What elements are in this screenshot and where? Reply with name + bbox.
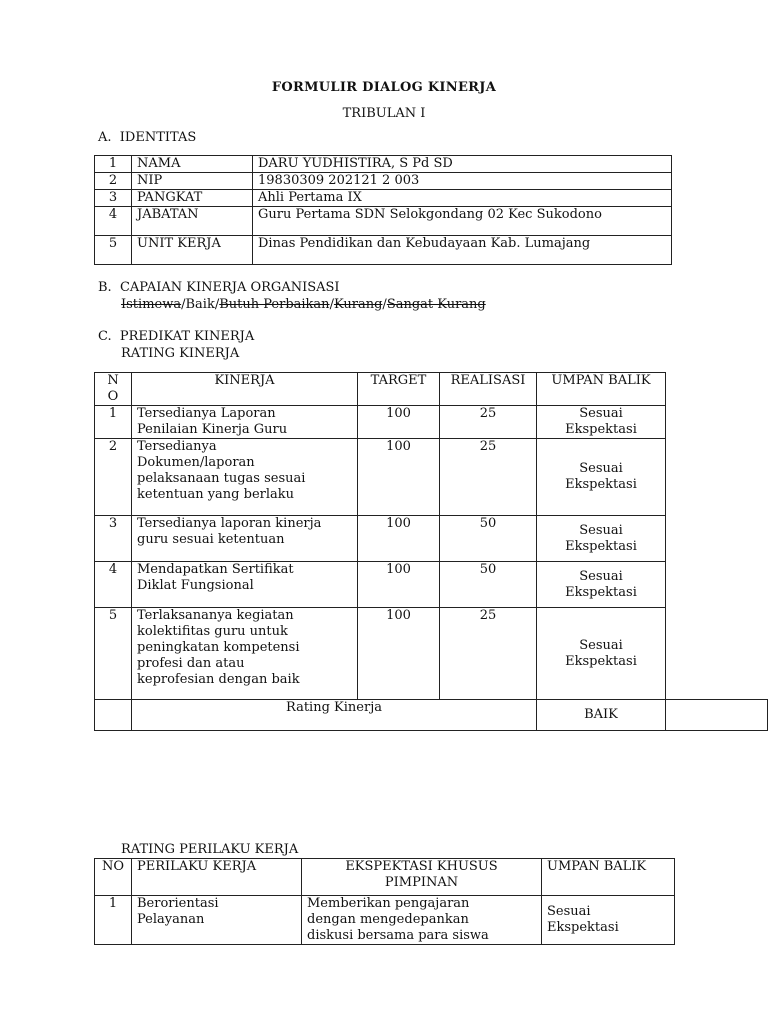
- rating-kinerja-label: Rating Kinerja: [132, 700, 537, 731]
- field-value: Ahli Pertama IX: [253, 190, 672, 207]
- perilaku-text: Berorientasi Pelayanan: [132, 896, 302, 945]
- header-ekspektasi: EKSPEKTASI KHUSUS PIMPINAN: [302, 859, 542, 896]
- field-label: NIP: [132, 173, 253, 190]
- table-row: [95, 896, 675, 945]
- umpan-balik-value: Sesuai Ekspektasi: [537, 406, 666, 439]
- table-row: [95, 406, 768, 439]
- row-number: 3: [95, 516, 132, 562]
- target-value: 100: [358, 608, 440, 700]
- field-label: PANGKAT: [132, 190, 253, 207]
- header-no: N O: [95, 373, 132, 406]
- table-row: [95, 190, 672, 207]
- table-row: [95, 236, 672, 265]
- field-value: Guru Pertama SDN Selokgondang 02 Kec Sukodono: [253, 207, 672, 236]
- umpan-balik-value: Sesuai Ekspektasi: [537, 516, 666, 562]
- realisasi-value: 25: [440, 406, 537, 439]
- header-umpan-balik: UMPAN BALIK: [542, 859, 675, 896]
- field-label: JABATAN: [132, 207, 253, 236]
- target-value: 100: [358, 439, 440, 516]
- outside-cell: [666, 439, 768, 516]
- option-baik: Baik: [185, 297, 215, 312]
- empty-cell: [666, 700, 768, 731]
- row-number: 2: [95, 439, 132, 516]
- field-label: UNIT KERJA: [132, 236, 253, 265]
- umpan-balik-value: Sesuai Ekspektasi: [537, 562, 666, 608]
- option-kurang: Kurang: [333, 297, 383, 312]
- rating-kinerja-value: BAIK: [537, 700, 666, 731]
- row-number: 1: [95, 406, 132, 439]
- umpan-balik-value: Sesuai Ekspektasi: [537, 439, 666, 516]
- header-perilaku-kerja: PERILAKU KERJA: [132, 859, 302, 896]
- section-c-heading: C. PREDIKAT KINERJA: [98, 329, 255, 344]
- table-row: [95, 562, 768, 608]
- option-separator: /: [382, 297, 387, 312]
- row-number: 3: [95, 190, 132, 207]
- rating-perilaku-table: [94, 858, 675, 945]
- realisasi-value: 50: [440, 562, 537, 608]
- field-value: 19830309 202121 2 003: [253, 173, 672, 190]
- section-b-heading: B. CAPAIAN KINERJA ORGANISASI: [98, 280, 340, 295]
- rating-perilaku-heading: RATING PERILAKU KERJA: [121, 842, 299, 857]
- capaian-options: [121, 297, 486, 312]
- field-value: Dinas Pendidikan dan Kebudayaan Kab. Lumajang: [253, 236, 672, 265]
- row-number: 5: [95, 236, 132, 265]
- header-target: TARGET: [358, 373, 440, 406]
- outside-cell: [666, 373, 768, 406]
- ekspektasi-text: Memberikan pengajaran dengan mengedepankan diskusi bersama para siswa: [302, 896, 542, 945]
- option-separator: /: [181, 297, 186, 312]
- option-istimewa: Istimewa: [121, 297, 182, 312]
- kinerja-text: Tersedianya laporan kinerja guru sesuai ketentuan: [132, 516, 358, 562]
- option-separator: /: [329, 297, 334, 312]
- header-realisasi: REALISASI: [440, 373, 537, 406]
- table-row: [95, 608, 768, 700]
- outside-cell: [666, 406, 768, 439]
- document-subtitle: TRIBULAN I: [342, 106, 426, 121]
- row-number: 2: [95, 173, 132, 190]
- outside-cell: [666, 562, 768, 608]
- realisasi-value: 25: [440, 608, 537, 700]
- row-number: 4: [95, 207, 132, 236]
- field-value: DARU YUDHISTIRA, S Pd SD: [253, 156, 672, 173]
- umpan-balik-value: Sesuai Ekspektasi: [542, 896, 675, 945]
- rating-kinerja-table: [94, 372, 768, 731]
- target-value: 100: [358, 406, 440, 439]
- option-sangat-kurang: Sangat Kurang: [386, 297, 486, 312]
- rating-kinerja-heading: RATING KINERJA: [121, 346, 240, 361]
- table-header-row: [95, 859, 675, 896]
- table-row: [95, 173, 672, 190]
- header-umpan-balik: UMPAN BALIK: [537, 373, 666, 406]
- row-number: 5: [95, 608, 132, 700]
- row-number: 1: [95, 156, 132, 173]
- header-no: NO: [95, 859, 132, 896]
- target-value: 100: [358, 516, 440, 562]
- option-butuh-perbaikan: Butuh Perbaikan: [219, 297, 330, 312]
- umpan-balik-value: Sesuai Ekspektasi: [537, 608, 666, 700]
- target-value: 100: [358, 562, 440, 608]
- kinerja-text: Terlaksananya kegiatan kolektifitas guru untuk peningkatan kompetensi profesi dan atau keprofesian dengan baik: [132, 608, 358, 700]
- outside-cell: [666, 608, 768, 700]
- identity-table: [94, 155, 672, 265]
- table-row: [95, 516, 768, 562]
- row-number: 1: [95, 896, 132, 945]
- rating-footer-row: [95, 700, 768, 731]
- realisasi-value: 50: [440, 516, 537, 562]
- table-row: [95, 156, 672, 173]
- field-label: NAMA: [132, 156, 253, 173]
- option-separator: /: [214, 297, 220, 312]
- empty-cell: [95, 700, 132, 731]
- realisasi-value: 25: [440, 439, 537, 516]
- kinerja-text: Mendapatkan Sertifikat Diklat Fungsional: [132, 562, 358, 608]
- section-a-heading: A. IDENTITAS: [98, 130, 197, 145]
- row-number: 4: [95, 562, 132, 608]
- outside-cell: [666, 516, 768, 562]
- kinerja-text: Tersedianya Laporan Penilaian Kinerja Guru: [132, 406, 358, 439]
- table-header-row: [95, 373, 768, 406]
- document-title: FORMULIR DIALOG KINERJA: [271, 80, 497, 95]
- kinerja-text: Tersedianya Dokumen/laporan pelaksanaan tugas sesuai ketentuan yang berlaku: [132, 439, 358, 516]
- table-row: [95, 439, 768, 516]
- table-row: [95, 207, 672, 236]
- header-kinerja: KINERJA: [132, 373, 358, 406]
